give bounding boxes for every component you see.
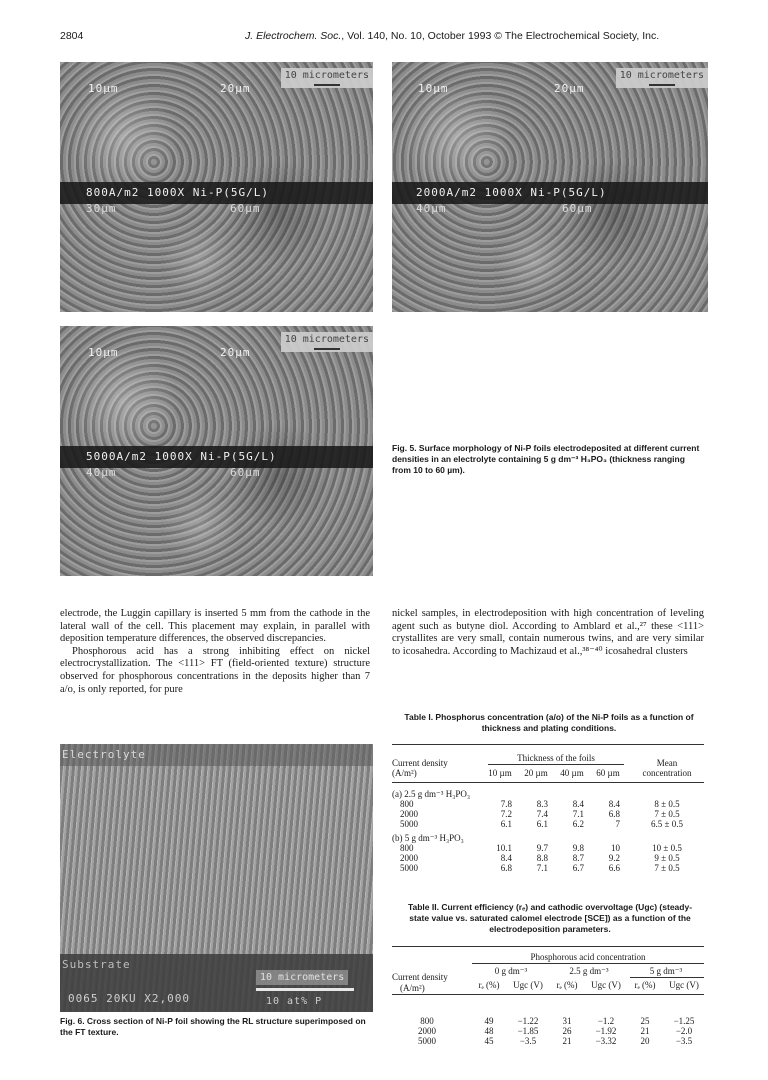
table-cell: 2000 [400,853,418,863]
scale-label: 10 micrometers [284,70,369,81]
table-cell: 9.8 [572,843,584,853]
table-cell: −3.5 [519,1036,537,1046]
table-header: concentration [642,768,692,778]
table-header: 40 µm [560,768,584,778]
table-cell: 7 [615,819,620,829]
scale-bar [281,68,373,88]
table-cell: 2000 [400,809,418,819]
table-cell: 8.3 [536,799,548,809]
scale-bar-line [256,988,354,991]
table1 [392,744,704,914]
table-header: rₑ (%) [478,980,500,990]
table-cell: 800 [420,1016,434,1026]
scale-bar [616,68,708,88]
body-text-right [392,608,704,658]
table-cell: −1.25 [673,1016,695,1026]
table-header: Phosphorous acid concentration [530,952,646,962]
thickness-label: 20µm [220,82,251,95]
table-cell: 7 ± 0.5 [654,863,680,873]
fig5-panel-800 [60,62,373,312]
table-cell: 8.4 [572,799,584,809]
table-header: Current density [392,972,448,982]
table-cell: 6.6 [608,863,620,873]
table-cell: −3.32 [595,1036,617,1046]
table-cell: 20 [640,1036,650,1046]
thickness-label: 20µm [220,346,251,359]
table-cell: −1.92 [595,1026,617,1036]
table-cell: 9.2 [608,853,620,863]
fig6-cross-section [60,744,373,1012]
substrate-label: Substrate [62,958,131,971]
table-cell: 6.8 [500,863,512,873]
electrolyte-label: Electrolyte [62,748,146,761]
instrument-label: 0065 20KU X2,000 [68,992,190,1005]
table-cell: 49 [484,1016,494,1026]
conditions-label: 5000A/m2 1000X Ni-P(5G/L) [86,450,277,463]
table1-title: Table I. Phosphorus concentration (a/o) of the Ni-P foils as a function of thickness and plating conditions. [404,712,694,733]
table-header: Thickness of the foils [517,753,595,763]
table-header: Current density [392,758,448,768]
fig5-panel-5000 [60,326,373,576]
table-cell: 26 [562,1026,572,1036]
table-cell: 6.7 [572,863,584,873]
page-number: 2804 [60,30,84,42]
table-header: Ugc (V) [669,980,699,990]
paragraph: Phosphorous acid has a strong inhibiting effect on nickel electrocrystallization. The <111> FT (field-oriented texture) structure observed for phosphorous concentrations in the deposits higher than 7 a/o, is only reported, for pure [60,645,370,695]
table-header: 0 g dm⁻³ [494,966,528,976]
paragraph: nickel samples, in electrodeposition with high concentration of leveling agent such as butyne diol. According to Amblard et al.,²⁷ these <111> crystallites are very small, contain numerous twins, and are very similar to icosahedra. According to Machizaud et al.,³⁸⁻⁴⁰ icosahedral clusters [392,608,704,657]
table-cell: 6.2 [572,819,584,829]
table-cell: 10.1 [496,843,512,853]
table-header: rₑ (%) [556,980,578,990]
table-cell: −1.2 [597,1016,615,1026]
thickness-label: 40µm [86,466,117,479]
table2-title: Table II. Current efficiency (rₑ) and cathodic overvoltage (Ugc) (steady-state value vs. saturated calomel electrode [SCE]) as a function of the electrodeposition parameters. [407,902,693,934]
conditions-label: 2000A/m2 1000X Ni-P(5G/L) [416,186,607,199]
table-cell: 8.7 [572,853,584,863]
table-cell: 7 ± 0.5 [654,809,680,819]
table-cell: 7.2 [500,809,512,819]
thickness-label: 20µm [554,82,585,95]
table-header: 60 µm [596,768,620,778]
table-cell: 10 [611,843,620,853]
table-cell: −3.5 [675,1036,693,1046]
journal-name: J. Electrochem. Soc. [245,30,342,42]
table-cell: 8.4 [608,799,620,809]
conditions-label: 800A/m2 1000X Ni-P(5G/L) [86,186,269,199]
table2 [392,946,704,1070]
table-cell: 21 [640,1026,650,1036]
table-cell: 8.8 [536,853,548,863]
scale-bar [256,970,348,985]
table-cell: 9 ± 0.5 [654,853,680,863]
table-header: (A/m²) [392,768,417,778]
paragraph: electrode, the Luggin capillary is inserted 5 mm from the cathode in the lateral wall of the cell. This placement may explain, in parallel with deposition temperature differences, the observed discrepancies. [60,608,370,645]
table-cell: 7.8 [500,799,512,809]
table-cell: 31 [562,1016,572,1026]
table-header: Ugc (V) [591,980,621,990]
table-cell: −2.0 [675,1026,693,1036]
table-cell: 7.1 [536,863,548,873]
thickness-label: 10µm [88,346,119,359]
scale-label: 10 micrometers [619,70,704,81]
table-cell: 5000 [400,819,418,829]
thickness-label: 40µm [416,202,447,215]
thickness-label: 10µm [88,82,119,95]
table-cell: 6.1 [500,819,512,829]
table-cell: 800 [400,843,414,853]
table-cell: 21 [562,1036,572,1046]
thickness-label: 30µm [86,202,117,215]
fig6-caption: Fig. 6. Cross section of Ni-P foil showing the RL structure superimposed on the FT texture. [60,1016,366,1037]
table-cell: −1.85 [517,1026,539,1036]
table-cell: 6.8 [608,809,620,819]
thickness-label: 60µm [562,202,593,215]
table-cell: 2000 [418,1026,436,1036]
scale-label: 10 micrometers [284,334,369,345]
table-header: (A/m²) [400,983,425,993]
table-cell: 7.1 [572,809,584,819]
table-cell: 6.5 ± 0.5 [651,819,683,829]
table-cell: 9.7 [536,843,548,853]
table-cell: 5000 [418,1036,436,1046]
table-cell: 7.4 [536,809,548,819]
thickness-label: 10µm [418,82,449,95]
scale-label: 10 micrometers [260,972,345,983]
body-text-left [60,608,370,696]
table-cell: 45 [484,1036,494,1046]
table-cell: 5000 [400,863,418,873]
table-cell: 8 ± 0.5 [654,799,680,809]
table-cell: −1.22 [517,1016,539,1026]
journal-citation: , Vol. 140, No. 10, October 1993 © The Electrochemical Society, Inc. [341,30,660,42]
table-header: 2.5 g dm⁻³ [569,966,609,976]
running-header [245,30,659,42]
table-header: 5 g dm⁻³ [649,966,683,976]
section-label: (b) 5 g dm⁻³ H₃PO₃ [392,833,464,843]
table-header: 20 µm [524,768,548,778]
section-label: (a) 2.5 g dm⁻³ H₃PO₃ [392,789,470,799]
fig5-panel-2000 [392,62,708,312]
table-header: 10 µm [488,768,512,778]
table-cell: 48 [484,1026,494,1036]
fig5-caption: Fig. 5. Surface morphology of Ni-P foils electrodeposited at different current densities in an electrolyte containing 5 g dm⁻³ H₃PO₃ (thickness ranging from 10 to 60 µm). [392,443,700,475]
table-cell: 10 ± 0.5 [652,843,682,853]
table-header: Ugc (V) [513,980,543,990]
table-cell: 800 [400,799,414,809]
table-cell: 25 [640,1016,650,1026]
table-header: rₑ (%) [634,980,656,990]
sample-label: 10 at% P [266,996,323,1007]
scale-bar [281,332,373,352]
table-header: Mean [656,758,678,768]
table-cell: 8.4 [500,853,512,863]
thickness-label: 60µm [230,202,261,215]
table-cell: 6.1 [536,819,548,829]
thickness-label: 60µm [230,466,261,479]
